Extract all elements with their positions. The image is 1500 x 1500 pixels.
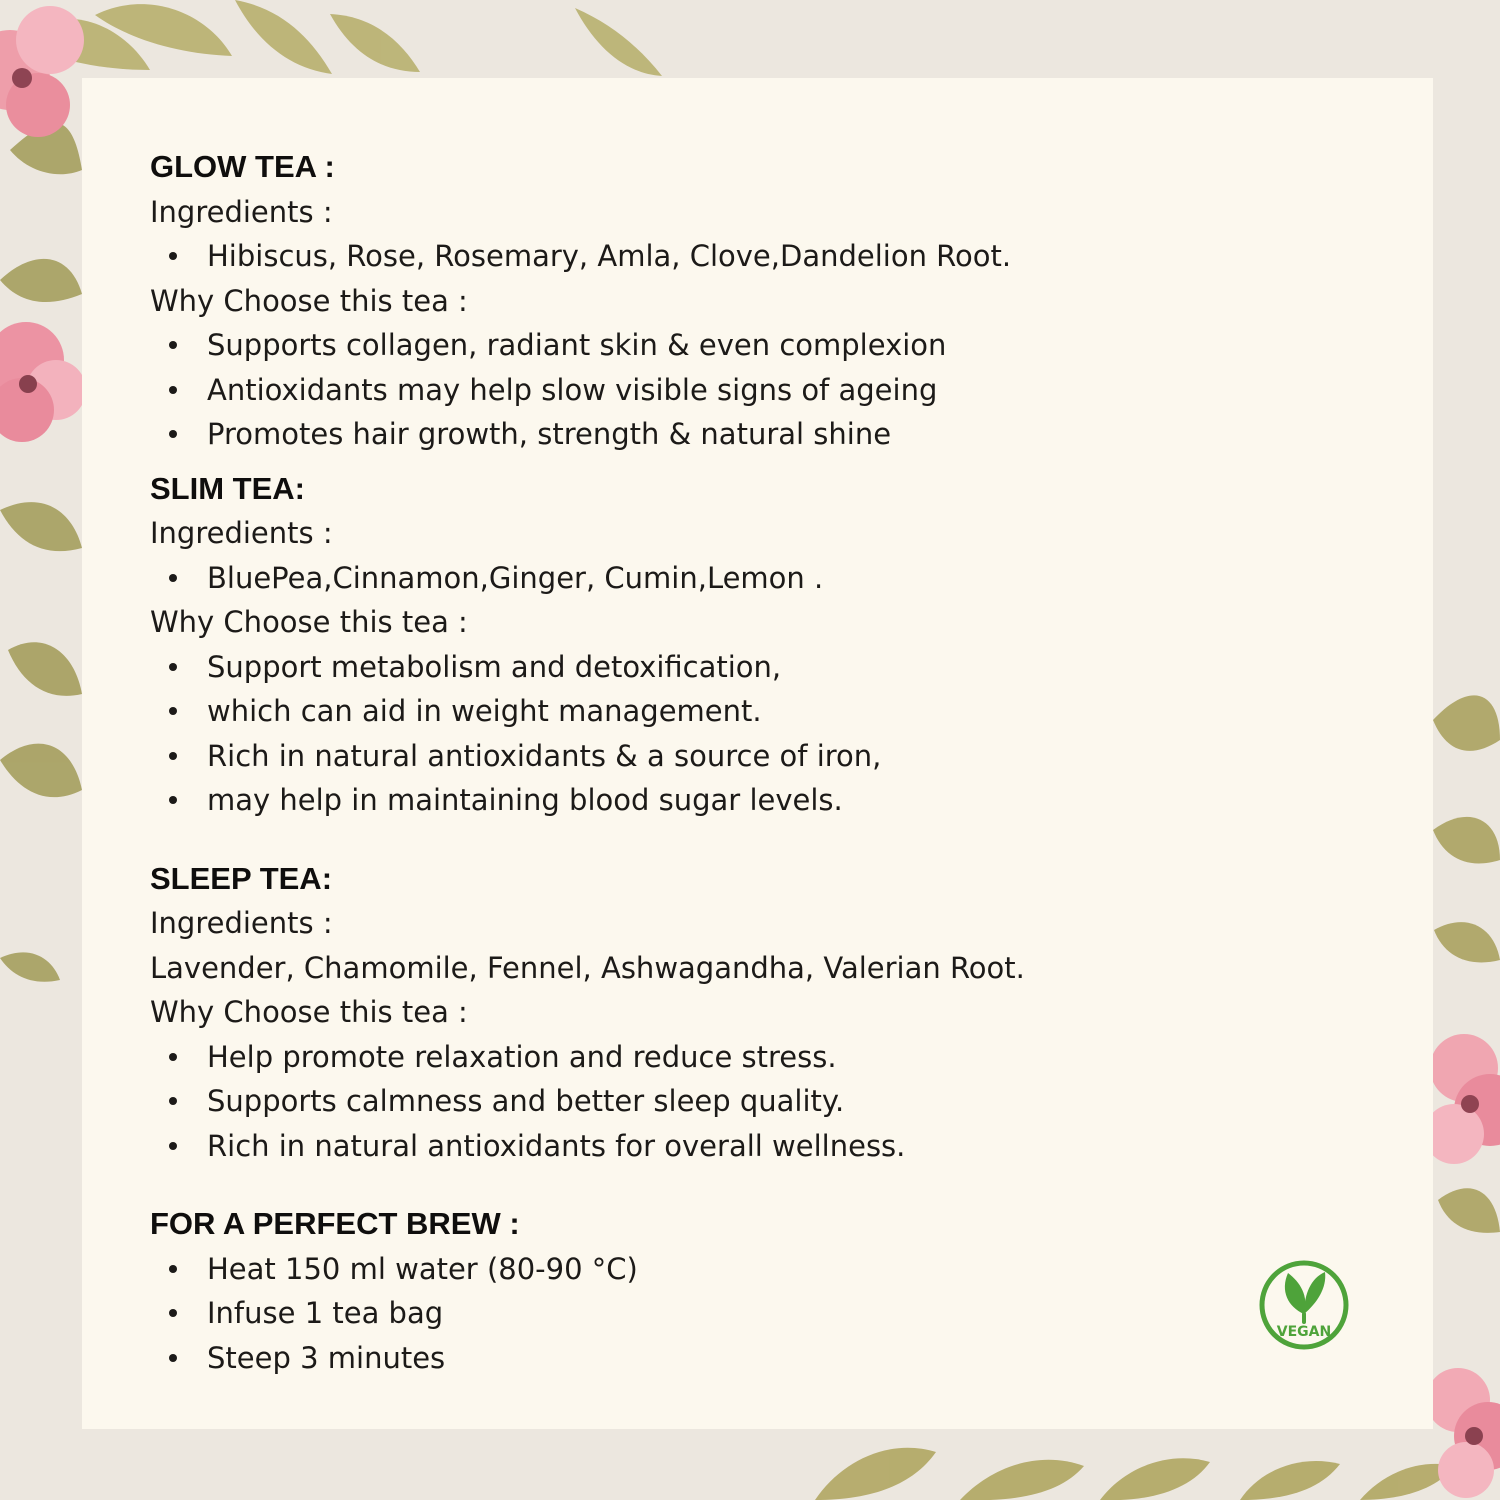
blossom-top-left [0, 6, 84, 137]
list-item: Promotes hair growth, strength & natural shine [150, 412, 1200, 457]
glow-why-label: Why Choose this tea : [150, 283, 468, 318]
list-item: Help promote relaxation and reduce stress. [150, 1035, 1200, 1080]
glow-ingredients-list [150, 234, 1200, 279]
blossom-left [0, 322, 86, 442]
slim-tea-title: SLIM TEA: [150, 470, 305, 506]
slim-benefits-list [150, 645, 1200, 823]
slim-ingredients-label: Ingredients : [150, 516, 333, 550]
vegan-badge-label: VEGAN [1276, 1324, 1332, 1340]
slim-why-label: Why Choose this tea : [150, 605, 468, 639]
vegan-leaf-icon [1256, 1257, 1352, 1353]
glow-tea-section [150, 145, 1200, 457]
brew-title: FOR A PERFECT BREW : [150, 1206, 520, 1241]
list-item: Support metabolism and detoxification, [150, 645, 1200, 690]
list-item: Infuse 1 tea bag [150, 1291, 1200, 1336]
brew-section [150, 1202, 1200, 1380]
list-item: Supports collagen, radiant skin & even complexion [150, 323, 1200, 368]
list-item: Rich in natural antioxidants & a source of iron, [150, 734, 1200, 779]
list-item: Hibiscus, Rose, Rosemary, Amla, Clove,Dandelion Root. [150, 234, 1200, 279]
leaf-cluster-bottom [815, 1448, 1455, 1500]
brew-steps-list [150, 1247, 1200, 1381]
list-item: BluePea,Cinnamon,Ginger, Cumin,Lemon . [150, 556, 1200, 601]
sleep-ingredients-text: Lavender, Chamomile, Fennel, Ashwagandha, Valerian Root. [150, 950, 1025, 985]
glow-benefits-list [150, 323, 1200, 457]
list-item: Heat 150 ml water (80-90 °C) [150, 1247, 1200, 1292]
list-item: Antioxidants may help slow visible signs of ageing [150, 368, 1200, 413]
slim-ingredients-list [150, 556, 1200, 601]
slim-tea-section [150, 467, 1200, 823]
leaf-cluster-left [0, 123, 82, 982]
sleep-why-label: Why Choose this tea : [150, 995, 468, 1029]
tea-info-content [150, 145, 1200, 1380]
leaf-cluster-top [10, 0, 662, 76]
sleep-tea-section [150, 857, 1200, 1169]
blossom-right [1424, 1034, 1500, 1164]
sleep-ingredients-label: Ingredients : [150, 906, 333, 940]
list-item: Supports calmness and better sleep quality. [150, 1079, 1200, 1124]
glow-tea-title: GLOW TEA : [150, 149, 335, 184]
list-item: which can aid in weight management. [150, 689, 1200, 734]
list-item: Steep 3 minutes [150, 1336, 1200, 1381]
list-item: may help in maintaining blood sugar levels. [150, 778, 1200, 823]
vegan-badge [1256, 1257, 1352, 1353]
list-item: Rich in natural antioxidants for overall wellness. [150, 1124, 1200, 1169]
sleep-tea-title: SLEEP TEA: [150, 860, 333, 896]
glow-ingredients-label: Ingredients : [150, 194, 333, 229]
sleep-benefits-list [150, 1035, 1200, 1169]
